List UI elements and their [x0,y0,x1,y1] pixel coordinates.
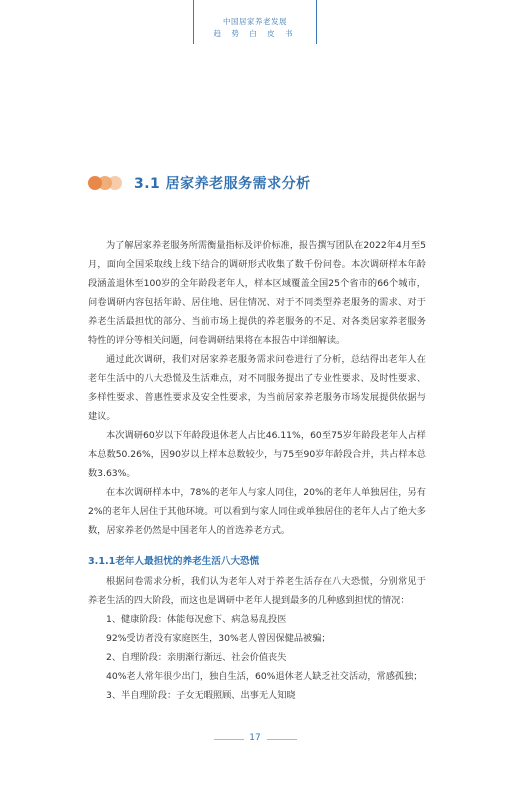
list-item: 1、健康阶段：体能每况愈下、病急易乱投医 [106,614,287,625]
subsection-body [88,572,426,705]
subsection-intro: 根据问卷需求分析，我们认为老年人对于养老生活存在八大恐慌，分别常见于养老生活的四大阶段，而这也是调研中老年人提到最多的几种感到担忧的情况： [88,576,426,606]
paragraph-2: 通过此次调研，我们对居家养老服务需求问卷进行了分析，总结得出老年人在老年生活中的八大恐慌及生活难点，对不同服务提出了专业性要求、及时性要求、多样性要求、普惠性要求及安全性要求，为当前居家养老服务市场发展提供依据与建议。 [88,354,426,422]
running-header-title [193,16,317,40]
paragraph-4: 在本次调研样本中，78%的老年人与家人同住，20%的老年人单独居住，另有2%的老年人居住于其他环境。可以看到与家人同住或单独居住的老年人占了绝大多数，居家养老仍然是中国老年人的首选养老方式。 [88,487,426,536]
subsection-title: 3.1.1老年人最担忧的养老生活八大恐慌 [88,556,260,567]
page-footer [0,729,510,749]
list-item: 92%受访者没有家庭医生，30%老人曾因保健品被骗； [106,633,331,644]
body-paragraphs [88,236,426,540]
footer-rule-right [267,739,297,740]
section-heading [88,171,311,195]
list-item: 2、自理阶段：亲朋渐行渐远、社会价值丧失 [106,652,287,663]
running-header [0,0,510,60]
header-line-2: 趋 势 白 皮 书 [213,29,297,38]
section-bullet-dots-icon [88,174,128,192]
header-line-1: 中国居家养老发展 [223,17,287,26]
paragraph-3: 本次调研60岁以下年龄段退休老人占比46.11%，60至75岁年龄段老年人占样本总数50.26%，因90岁以上样本总数较少，与75至90岁年龄段合并，共占样本总数3.63%。 [88,430,426,479]
page-number: 17 [249,733,261,743]
paragraph-1: 为了解居家养老服务所需衡量指标及评价标准，报告撰写团队在2022年4月至5月，面向全国采取线上线下结合的调研形式收集了数千份问卷。本次调研样本年龄段涵盖退休至100岁的全年龄段老年人，样本区域覆盖全国25个省市的66个城市，问卷调研内容包括年龄、居住地、居住情况、对于不同类型养老服务的需求、对于养老生活最担忧的部分、当前市场上提供的养老服务的不足、对各类居家养老服务特性的评分等相关问题，问卷调研结果将在本报告中详细解读。 [88,240,426,346]
dot-icon [88,176,102,190]
list-item: 3、半自理阶段：子女无暇照顾、出事无人知晓 [106,690,296,701]
list-item: 40%老人常年很少出门，独自生活，60%退休老人缺乏社交活动，常感孤独； [106,671,423,682]
section-title: 3.1 居家养老服务需求分析 [134,176,311,192]
